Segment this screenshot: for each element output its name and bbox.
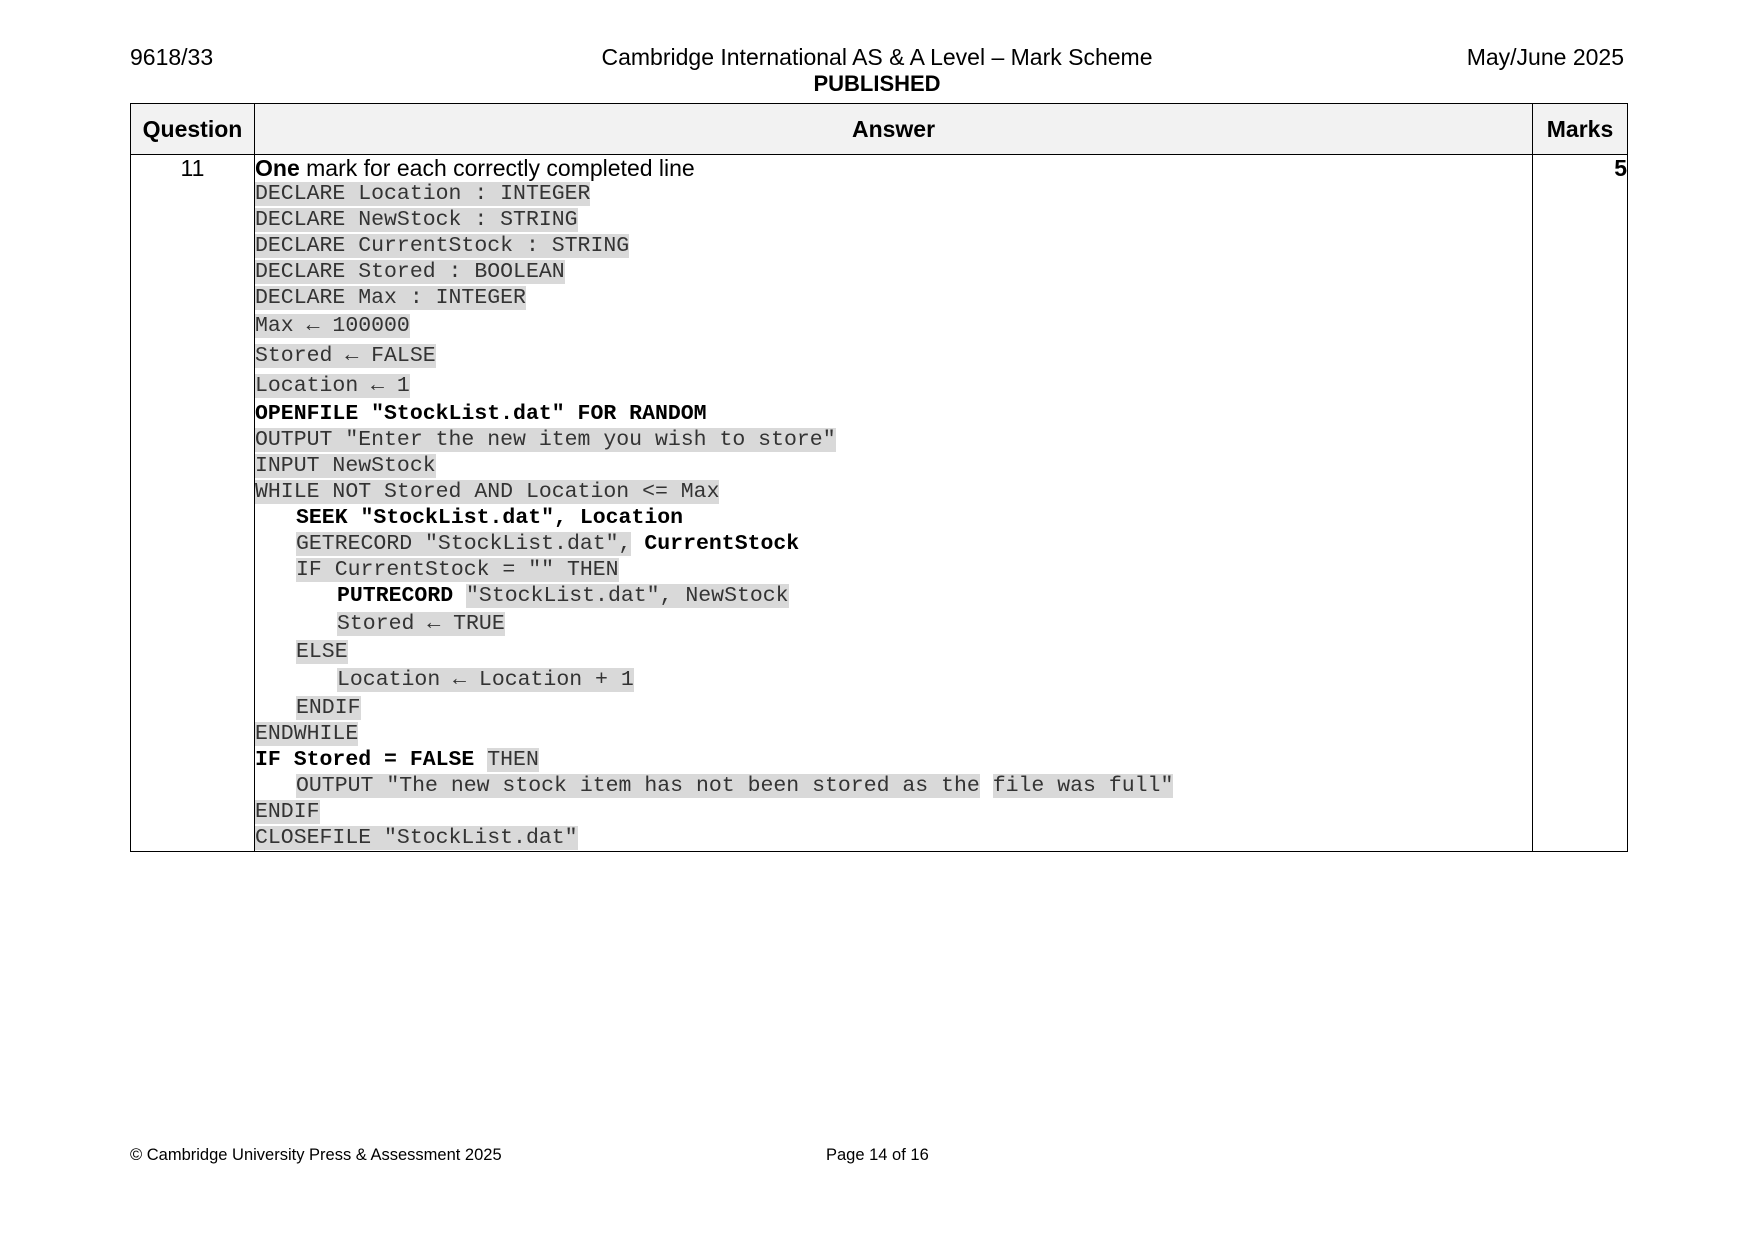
code-line: Stored ← FALSE <box>255 344 436 368</box>
document-title: Cambridge International AS & A Level – Mark Scheme <box>601 44 1153 70</box>
question-number: 11 <box>131 155 255 852</box>
code-line: ENDIF <box>255 800 320 824</box>
code-line: IF CurrentStock = "" THEN <box>296 558 619 582</box>
mark-instruction-text: mark for each correctly completed line <box>299 155 695 181</box>
code-line: PUTRECORD "StockList.dat", NewStock <box>337 584 789 608</box>
code-line: Location ← 1 <box>255 374 410 398</box>
code-line: Location ← Location + 1 <box>337 668 634 692</box>
code-line: OUTPUT "Enter the new item you wish to store" <box>255 428 836 452</box>
pseudocode-block <box>255 181 1532 851</box>
code-line: DECLARE NewStock : STRING <box>255 208 578 232</box>
code-line: OPENFILE "StockList.dat" FOR RANDOM <box>255 402 707 426</box>
code-line: INPUT NewStock <box>255 454 436 478</box>
code-line: DECLARE Max : INTEGER <box>255 286 526 310</box>
paper-code: 9618/33 <box>130 44 214 70</box>
code-line: Stored ← TRUE <box>337 612 505 636</box>
code-line: DECLARE CurrentStock : STRING <box>255 234 630 258</box>
marks-value: 5 <box>1533 155 1628 852</box>
code-line: DECLARE Stored : BOOLEAN <box>255 260 565 284</box>
document-subtitle: PUBLISHED <box>813 71 941 96</box>
code-line: ENDIF <box>296 696 361 720</box>
code-line: WHILE NOT Stored AND Location <= Max <box>255 480 720 504</box>
code-line: IF Stored = FALSE THEN <box>255 748 539 772</box>
code-line: CLOSEFILE "StockList.dat" <box>255 826 578 850</box>
exam-session: May/June 2025 <box>1466 44 1624 70</box>
answer-column-header: Answer <box>255 104 1533 155</box>
answer-cell <box>255 155 1533 852</box>
code-line: GETRECORD "StockList.dat", CurrentStock <box>296 532 800 556</box>
mark-instruction-bold: One <box>255 155 300 181</box>
mark-instruction <box>255 155 1532 181</box>
code-line: ENDWHILE <box>255 722 359 746</box>
table-row <box>131 155 1628 852</box>
question-column-header: Question <box>131 104 255 155</box>
code-line: DECLARE Location : INTEGER <box>255 182 591 206</box>
code-line: Max ← 100000 <box>255 314 410 338</box>
marks-column-header: Marks <box>1533 104 1628 155</box>
copyright-notice: © Cambridge University Press & Assessment 2025 <box>130 1146 502 1164</box>
mark-scheme-table <box>130 103 1628 852</box>
table-header-row <box>131 104 1628 155</box>
code-line: OUTPUT "The new stock item has not been stored as the file was full" <box>296 774 1174 798</box>
page-number: Page 14 of 16 <box>826 1146 929 1164</box>
code-line: SEEK "StockList.dat", Location <box>296 506 684 530</box>
code-line: ELSE <box>296 640 348 664</box>
